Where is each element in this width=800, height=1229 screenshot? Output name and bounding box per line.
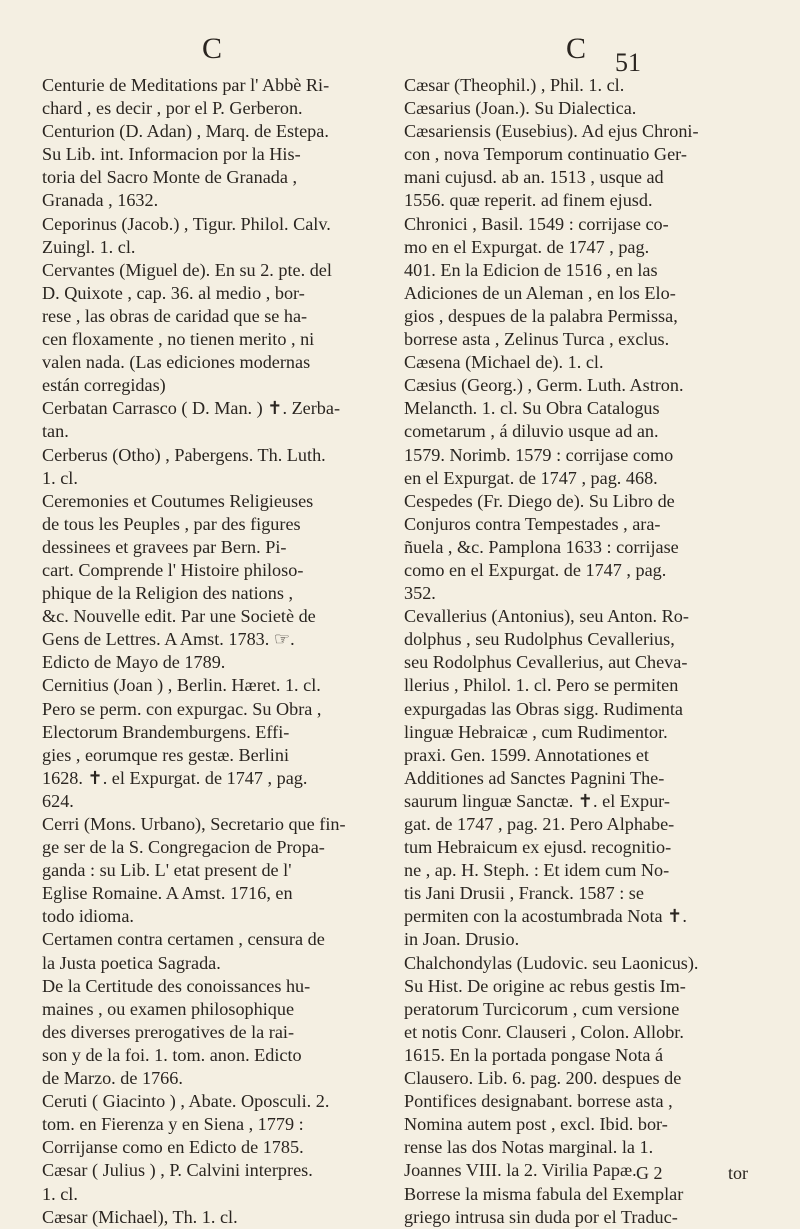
text-line: tom. en Fierenza y en Siena , 1779 : xyxy=(42,1114,304,1135)
right-column xyxy=(404,74,756,1229)
text-line: la Justa poetica Sagrada. xyxy=(42,952,221,973)
text-line: Cernitius (Joan ) , Berlin. Hæret. 1. cl. xyxy=(42,675,321,696)
text-line: cen floxamente , no tienen merito , ni xyxy=(42,329,315,350)
text-line: ganda : su Lib. L' etat present de l' xyxy=(42,860,292,881)
text-line: como en el Expurgat. de 1747 , pag. xyxy=(404,559,667,580)
text-line: Additiones ad Sanctes Pagnini The- xyxy=(404,767,665,788)
text-line: Ceremonies et Coutumes Religieuses xyxy=(42,490,314,511)
text-line: dolphus , seu Rudolphus Cevallerius, xyxy=(404,629,675,650)
text-line: cart. Comprende l' Histoire philoso- xyxy=(42,559,304,580)
text-line: Cerbatan Carrasco ( D. Man. ) ✝. Zerba- xyxy=(42,398,341,419)
text-line: in Joan. Drusio. xyxy=(404,929,520,950)
text-line: maines , ou examen philosophique xyxy=(42,998,295,1019)
text-line: Chronici , Basil. 1549 : corrijase co- xyxy=(404,213,669,234)
text-line: Electorum Brandemburgens. Effi- xyxy=(42,721,290,742)
text-line: des diverses prerogatives de la rai- xyxy=(42,1021,294,1042)
text-line: Ceruti ( Giacinto ) , Abate. Oposculi. 2. xyxy=(42,1091,330,1112)
text-line: rese , las obras de caridad que se ha- xyxy=(42,305,308,326)
text-line: linguæ Hebraicæ , cum Rudimentor. xyxy=(404,721,668,742)
text-line: toria del Sacro Monte de Granada , xyxy=(42,167,298,188)
text-line: Cerberus (Otho) , Pabergens. Th. Luth. xyxy=(42,444,326,465)
text-line: borrese asta , Zelinus Turca , exclus. xyxy=(404,329,670,350)
text-line: Corrijanse como en Edicto de 1785. xyxy=(42,1137,304,1158)
text-line: De la Certitude des conoissances hu- xyxy=(42,975,311,996)
text-line: Eglise Romaine. A Amst. 1716, en xyxy=(42,883,293,904)
text-line: Su Hist. De origine ac rebus gestis Im- xyxy=(404,975,686,996)
text-line: Zuingl. 1. cl. xyxy=(42,236,136,257)
text-line: 1. cl. xyxy=(42,467,78,488)
text-line: valen nada. (Las ediciones modernas xyxy=(42,352,311,373)
text-line: seu Rodolphus Cevallerius, aut Cheva- xyxy=(404,652,688,673)
text-line: 1628. ✝. el Expurgat. de 1747 , pag. xyxy=(42,767,308,788)
text-line: ne , ap. H. Steph. : Et idem cum No- xyxy=(404,860,670,881)
text-line: 1615. En la portada pongase Nota á xyxy=(404,1044,664,1065)
text-line: saurum linguæ Sanctæ. ✝. el Expur- xyxy=(404,790,670,811)
text-line: gat. de 1747 , pag. 21. Pero Alphabe- xyxy=(404,814,675,834)
text-line: 401. En la Edicion de 1516 , en las xyxy=(404,259,658,280)
text-line: phique de la Religion des nations , xyxy=(42,583,294,604)
text-line: D. Quixote , cap. 36. al medio , bor- xyxy=(42,282,305,303)
text-line: Adiciones de un Aleman , en los Elo- xyxy=(404,282,676,303)
text-line: Gens de Lettres. A Amst. 1783. ☞. xyxy=(42,629,295,650)
text-line: todo idioma. xyxy=(42,906,134,927)
text-line: 1556. quæ reperit. ad finem ejusd. xyxy=(404,190,653,211)
text-line: Su Lib. int. Informacion por la His- xyxy=(42,144,301,165)
left-running-head: C xyxy=(202,32,223,65)
signature-mark: G 2 xyxy=(636,1163,663,1183)
page-number: 51 xyxy=(615,48,641,77)
text-line: 624. xyxy=(42,790,74,811)
text-line: mo en el Expurgat. de 1747 , pag. xyxy=(404,236,650,257)
text-line: Borrese la misma fabula del Exemplar xyxy=(404,1183,684,1204)
text-line: 1579. Norimb. 1579 : corrijase como xyxy=(404,444,674,465)
text-line: peratorum Turcicorum , cum versione xyxy=(404,998,680,1019)
text-line: chard , es decir , por el P. Gerberon. xyxy=(42,98,303,119)
text-line: 352. xyxy=(404,583,436,604)
text-line: mani cujusd. ab an. 1513 , usque ad xyxy=(404,167,664,188)
text-line: rense las dos Notas marginal. la 1. xyxy=(404,1137,654,1158)
text-line: tan. xyxy=(42,421,69,442)
text-line: gies , eorumque res gestæ. Berlini xyxy=(42,744,289,765)
text-line: Cæsena (Michael de). 1. cl. xyxy=(404,352,604,373)
text-line: Chalchondylas (Ludovic. seu Laonicus). xyxy=(404,952,699,973)
text-line: Joannes VIII. la 2. Virilia Papæ. xyxy=(404,1160,637,1181)
text-line: Cæsarius (Joan.). Su Dialectica. xyxy=(404,98,637,119)
text-line: permiten con la acostumbrada Nota ✝. xyxy=(404,906,687,927)
text-line: están corregidas) xyxy=(42,375,166,396)
text-line: con , nova Temporum continuatio Ger- xyxy=(404,144,687,165)
text-line: &c. Nouvelle edit. Par une Societè de xyxy=(42,606,316,627)
left-column xyxy=(42,74,394,1229)
text-line: de Marzo. de 1766. xyxy=(42,1068,183,1089)
text-line: ge ser de la S. Congregacion de Propa- xyxy=(42,837,325,858)
text-line: llerius , Philol. 1. cl. Pero se permiten xyxy=(404,675,679,696)
text-line: gios , despues de la palabra Permissa, xyxy=(404,305,678,326)
text-line: Centurion (D. Adan) , Marq. de Estepa. xyxy=(42,121,329,142)
text-line: cometarum , á diluvio usque ad an. xyxy=(404,421,659,442)
text-line: 1. cl. xyxy=(42,1183,78,1204)
text-line: et notis Conr. Clauseri , Colon. Allobr. xyxy=(404,1021,684,1042)
text-line: Ceporinus (Jacob.) , Tigur. Philol. Calv. xyxy=(42,213,331,234)
text-line: Cæsar (Theophil.) , Phil. 1. cl. xyxy=(404,75,625,95)
catchword: tor xyxy=(728,1163,748,1183)
text-line: Cæsariensis (Eusebius). Ad ejus Chroni- xyxy=(404,121,699,142)
text-line: Conjuros contra Tempestades , ara- xyxy=(404,513,661,534)
text-line: Cerri (Mons. Urbano), Secretario que fin- xyxy=(42,814,346,834)
text-line: de tous les Peuples , par des figures xyxy=(42,513,301,534)
text-line: griego intrusa sin duda por el Traduc- xyxy=(404,1206,678,1227)
text-line: Pontifices designabant. borrese asta , xyxy=(404,1091,673,1112)
text-line: dessinees et gravees par Bern. Pi- xyxy=(42,536,287,557)
text-line: son y de la foi. 1. tom. anon. Edicto xyxy=(42,1044,302,1065)
text-line: tum Hebraicum ex ejusd. recognitio- xyxy=(404,837,672,858)
text-line: Cespedes (Fr. Diego de). Su Libro de xyxy=(404,490,675,511)
text-line: Cervantes (Miguel de). En su 2. pte. del xyxy=(42,259,332,280)
text-line: en el Expurgat. de 1747 , pag. 468. xyxy=(404,467,658,488)
text-line: Cæsar ( Julius ) , P. Calvini interpres. xyxy=(42,1160,313,1181)
text-line: praxi. Gen. 1599. Annotationes et xyxy=(404,744,649,765)
text-line: Cæsius (Georg.) , Germ. Luth. Astron. xyxy=(404,375,684,396)
text-line: Centurie de Meditations par l' Abbè Ri- xyxy=(42,75,330,95)
text-line: Cevallerius (Antonius), seu Anton. Ro- xyxy=(404,606,689,627)
text-line: Nomina autem post , excl. Ibid. bor- xyxy=(404,1114,668,1135)
text-line: Melancth. 1. cl. Su Obra Catalogus xyxy=(404,398,660,419)
text-line: ñuela , &c. Pamplona 1633 : corrijase xyxy=(404,536,679,557)
text-line: Cæsar (Michael), Th. 1. cl. xyxy=(42,1206,238,1227)
text-line: Certamen contra certamen , censura de xyxy=(42,929,325,950)
text-line: tis Jani Drusii , Franck. 1587 : se xyxy=(404,883,644,904)
text-line: Pero se perm. con expurgac. Su Obra , xyxy=(42,698,322,719)
right-running-head: C xyxy=(566,32,587,65)
text-line: Edicto de Mayo de 1789. xyxy=(42,652,226,673)
text-line: Granada , 1632. xyxy=(42,190,159,211)
text-line: Clausero. Lib. 6. pag. 200. despues de xyxy=(404,1068,682,1089)
text-line: expurgadas las Obras sigg. Rudimenta xyxy=(404,698,683,719)
